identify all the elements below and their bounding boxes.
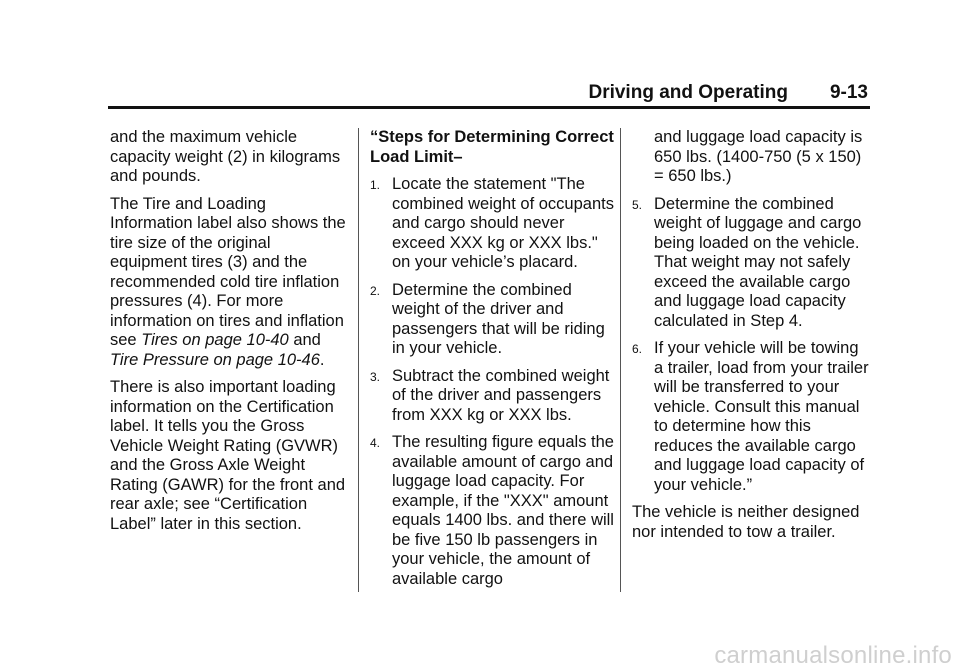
step-text: If your vehicle will be towing a trailer, load from your trailer will be transferred to your vehicle. Consult this manual to determine how this reduces the available cargo and luggage load capacity of your vehicle.” [654,339,869,494]
link-tires[interactable]: Tires on page 10-40 [141,331,289,349]
section-title: Driving and Operating [588,82,788,103]
steps-heading: “Steps for Determining Correct Load Limit– [370,128,614,166]
paragraph-text: The Tire and Loading Information label also shows the tire size of the original equipment tires (3) and the recommended cold tire inflation pressures (4). For more information on tires and inflation see [110,194,346,349]
page-header [108,82,870,104]
paragraph-tire-label [110,195,346,371]
step-number: 6. [632,342,643,356]
step-text: Determine the combined weight of the driver and passengers that will be riding in your vehicle. [392,280,605,357]
watermark: carmanualsonline.info [714,642,952,669]
step-number: 3. [370,369,381,384]
step-text: Locate the statement "The combined weight of occupants and cargo should never exceed XXX kg or XXX lbs." on your vehicle’s placard. [392,175,614,271]
step-4 [370,433,618,589]
column-right [632,128,872,550]
page-number: 9-13 [829,82,868,103]
step-2 [370,281,618,359]
step-4-continuation: and luggage load capacity is 650 lbs. (1400-750 (5 x 150) = 650 lbs.) [654,128,863,185]
step-6 [632,339,872,495]
step-number: 2. [370,283,381,298]
step-5 [632,195,872,332]
paragraph-certification: There is also important loading information on the Certification label. It tells you the Gross Vehicle Weight Rating (GVWR) and the Gross Axle Weight Rating (GAWR) for the front and rear axle; see “Certification Label” later in this section. [110,378,346,533]
step-3 [370,367,618,426]
link-tire-pressure[interactable]: Tire Pressure on page 10-46 [110,350,320,369]
column-divider-2 [620,128,621,592]
header-rule [108,106,870,109]
step-text: The resulting figure equals the available amount of cargo and luggage load capacity. For example, if the "XXX" amount equals 1400 lbs. and there will be five 150 lb passengers in your vehicle, the amount of available cargo [392,433,614,588]
step-number: 5. [632,197,643,212]
step-number: 4. [370,436,381,450]
paragraph-capacity: and the maximum vehicle capacity weight (2) in kilograms and pounds. [110,128,341,185]
column-middle [370,128,618,597]
column-divider-1 [358,128,359,592]
step-text: Subtract the combined weight of the driver and passengers from XXX kg or XXX lbs. [392,366,610,424]
step-1 [370,175,618,273]
step-number: 1. [370,178,381,192]
paragraph-trailer: The vehicle is neither designed nor intended to tow a trailer. [632,503,860,541]
paragraph-and: and [288,331,321,349]
paragraph-end: . [319,350,325,369]
column-left [110,128,346,542]
step-text: Determine the combined weight of luggage and cargo being loaded on the vehicle. That weight may not safely exceed the available cargo and luggage load capacity calculated in Step 4. [654,194,862,330]
